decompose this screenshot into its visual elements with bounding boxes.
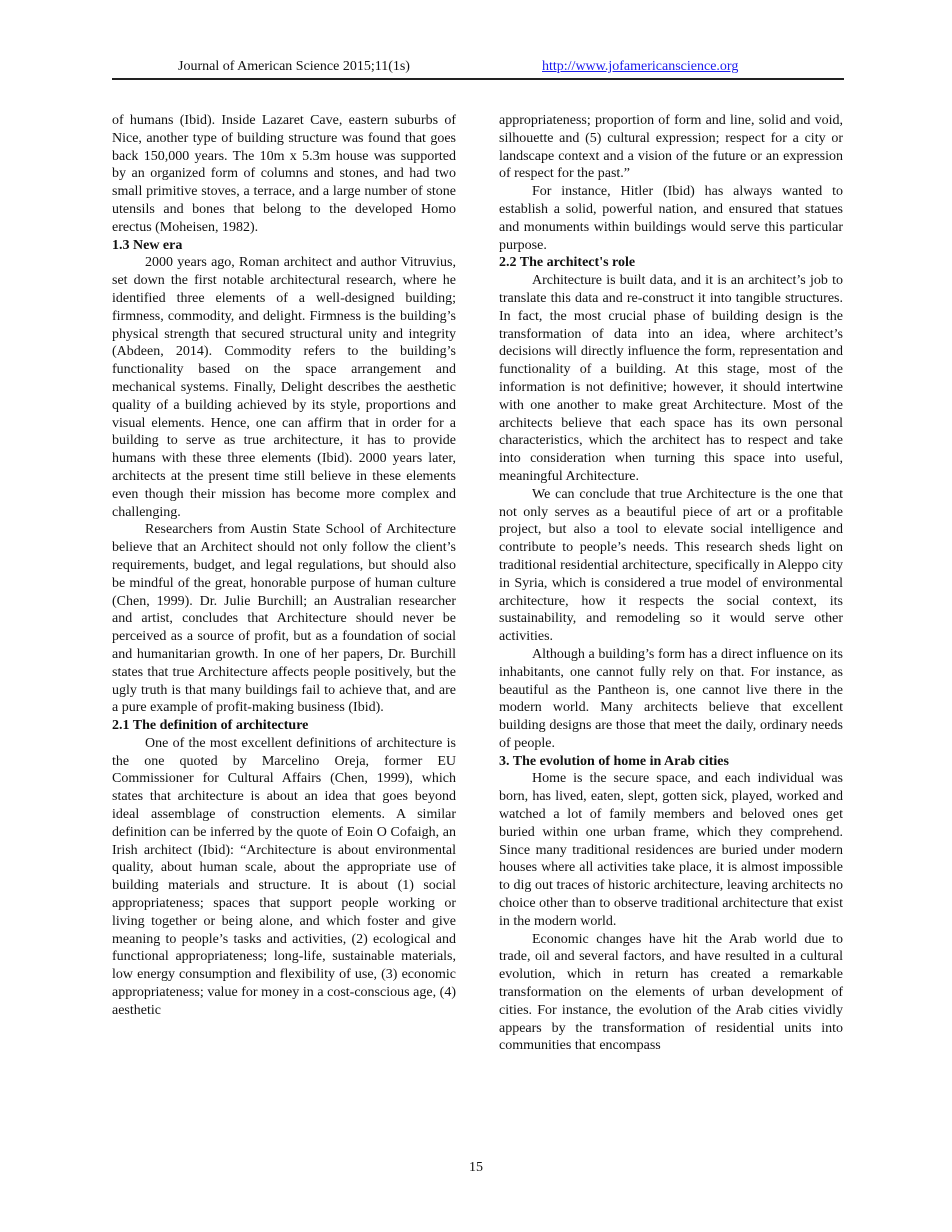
right-column [499, 112, 843, 1055]
journal-citation: Journal of American Science 2015;11(1s) [178, 59, 410, 74]
paragraph-vitruvius: 2000 years ago, Roman architect and author Vitruvius, set down the first notable architectural research, where he identified three elements of a well-designed building; firmness, commodity, and delight. Firmness is the building’s physical strength that secured structural unity and integrity (Abdeen, 2014). Commodity refers to the building’s functionality based on the space arrangement and mechanical systems. Finally, Delight describes the aesthetic quality of a building achieved by its style, proportions and visual elements. Hence, one can affirm that in order for a building to serve as true architecture, it has to provide humans with these three elements (Ibid). 2000 years later, architects at the present time still believe in these elements even though their mission has become more complex and challenging. [112, 255, 456, 520]
section-heading-2-2: 2.2 The architect's role [499, 255, 636, 271]
section-heading-3: 3. The evolution of home in Arab cities [499, 753, 729, 769]
paragraph-conclusion: We can conclude that true Architecture is the one that not only serves as a beautiful piece of art or a profitable project, but also a tool to elevate social intelligence and contribute to people’s needs. This research sheds light on traditional residential architecture, specifically in Aleppo city in Syria, which is considered a true model of environmental architecture, how it respects the social context, its sustainability, and remodeling so it would serve other activities. [499, 486, 843, 645]
paragraph-definition: One of the most excellent definitions of architecture is the one quoted by Marcelino Oreja, former EU Commissioner for Cultural Affairs (Chen, 1999), which states that architecture is about an idea that goes beyond ideal assemblage of construction elements. A similar definition can be inferred by the quote of Eoin O Cofaigh, an Irish architect (Ibid): “Architecture is about environmental quality, about human scale, about the appropriate use of building materials and structure. It is about (1) social appropriateness; spaces that support people working or living together or being alone, and which foster and give meaning to people’s tasks and activities, (2) ecological and functional appropriateness; long-life, sustainable materials, low energy consumption and flexibility of use, (3) economic appropriateness; value for money in a cost-conscious age, (4) aesthetic [112, 735, 456, 1018]
paragraph-hitler: For instance, Hitler (Ibid) has always wanted to establish a solid, powerful nation, and ensured that statues and monuments within buildings would serve this particular purpose. [499, 184, 843, 253]
page-number: 15 [469, 1160, 483, 1175]
paragraph-building-form: Although a building’s form has a direct influence on its inhabitants, one cannot fully rely on that. For instance, as beautiful as the Pantheon is, one cannot live there in the modern world. Many architects believe that excellent building designs are those that meet the daily, ordinary needs of people. [499, 646, 843, 751]
section-heading-2-1: 2.1 The definition of architecture [112, 718, 309, 734]
section-heading-1-3: 1.3 New era [112, 237, 183, 253]
left-column [112, 112, 456, 1020]
header-rule [112, 78, 844, 80]
paragraph-economic-changes: Economic changes have hit the Arab world due to trade, oil and several factors, and have resulted in a cultural evolution, which in return has created a remarkable transformation on the elements of urban development of cities. For instance, the evolution of the Arab cities vividly appears by the transformation of residential units into communities that encompass [499, 931, 843, 1054]
paragraph-definition-continued: appropriateness; proportion of form and line, solid and void, silhouette and (5) cultural expression; respect for a city or landscape context and a vision of the future or an expression of respect for the past.” [499, 113, 843, 182]
paragraph-home: Home is the secure space, and each individual was born, has lived, eaten, slept, gotten sick, played, worked and watched a lot of family members and beloved ones get buried within one urban frame, which they comprehend. Since many traditional residences are buried under modern houses where all activities take place, it is almost impossible to dig out traces of historic architecture, leaving architects no choice other than to observe traditional architecture that exist in the modern world. [499, 771, 843, 929]
paragraph-austin-researchers: Researchers from Austin State School of Architecture believe that an Architect should not only follow the client’s requirements, budget, and legal regulations, but should also be mindful of the great, honorable purpose of human culture (Chen, 1999). Dr. Julie Burchill; an Australian researcher and artist, concludes that Architecture should never be perceived as a source of profit, but as a foundation of social and humanitarian growth. In one of her papers, Dr. Burchill states that true Architecture affects people positively, but the ugly truth is that many buildings fail to achieve that, and are a pure example of profit-making business (Ibid). [112, 522, 456, 716]
paragraph-lazaret-cave: of humans (Ibid). Inside Lazaret Cave, eastern suburbs of Nice, another type of building structure was found that goes back 150,000 years. The 10m x 5.3m house was supported by an organized form of columns and stones, and had two small primitive stoves, a terrace, and a large number of stone utensils and bones that belong to the developed Homo erectus (Moheisen, 1982). [112, 113, 456, 235]
paragraph-architect-role: Architecture is built data, and it is an architect’s job to translate this data and re-construct it into tangible structures. In fact, the most crucial phase of building design is the transformation of data into an idea, where architect’s decisions will directly influence the form, representation and functionality of a building. At this stage, most of the information is not definitive; however, it should intertwine with one another to make great Architecture. Most of the architects believe that each space has its own personal characteristics, which the architect has to respect and take into consideration when turning this space into useful, meaningful Architecture. [499, 273, 843, 484]
running-header [112, 58, 844, 80]
journal-url-link[interactable]: http://www.jofamericanscience.org [542, 59, 739, 74]
